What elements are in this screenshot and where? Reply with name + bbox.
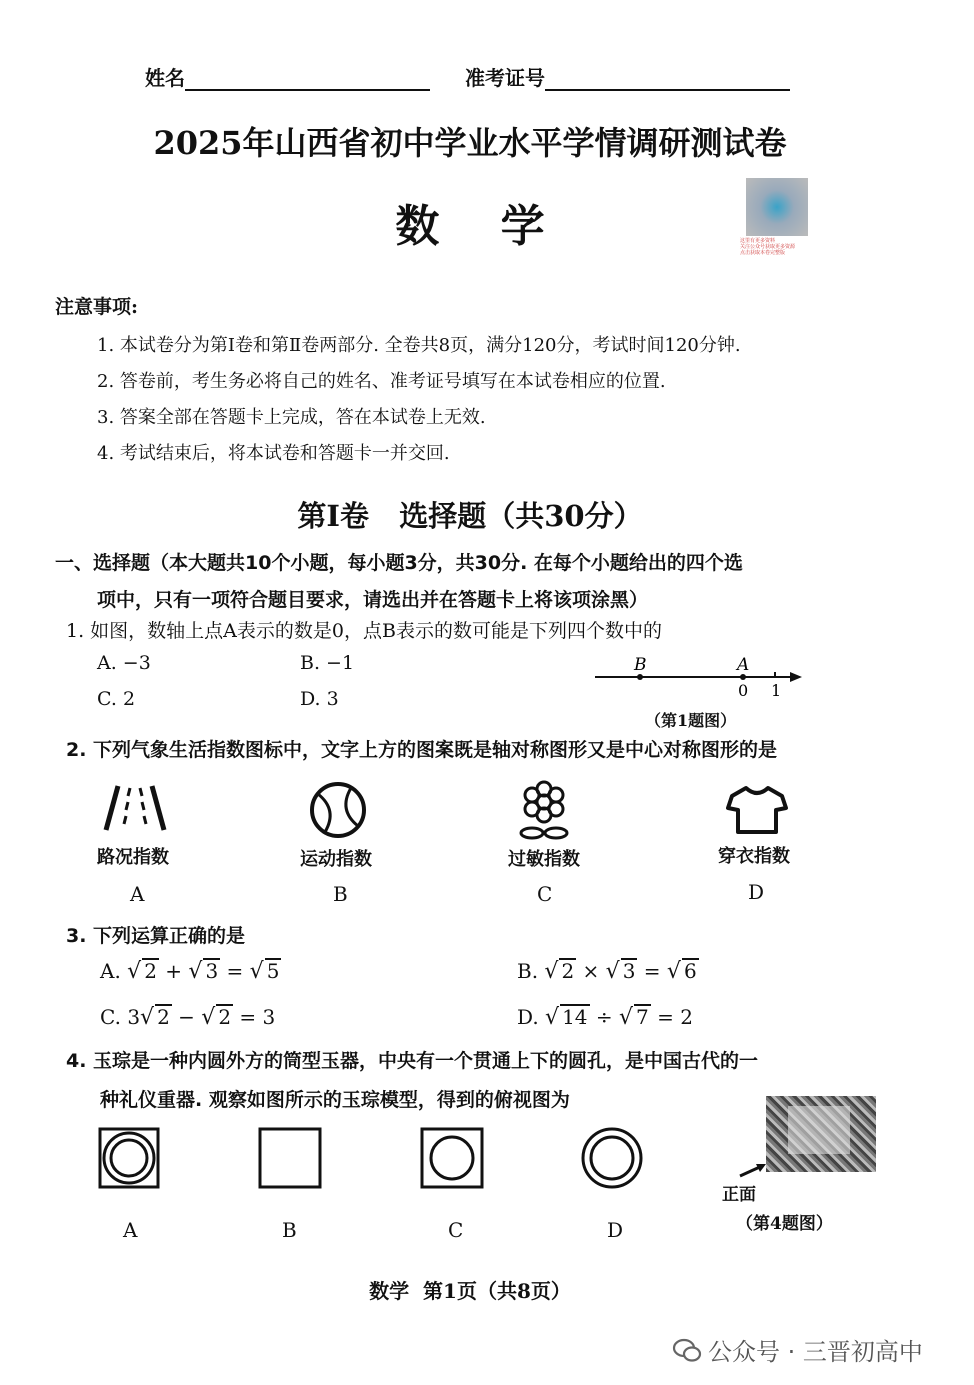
q4-view-a: [98, 1127, 160, 1189]
shirt-icon: [726, 784, 788, 836]
notice-list: [97, 328, 741, 472]
q1-option-a: A. −3: [97, 652, 151, 674]
number-line-figure: [590, 650, 810, 705]
q3-option-d: D. √ 14 ÷ √ 7 = 2: [517, 1005, 693, 1030]
q4-letter-c: C: [448, 1218, 464, 1242]
name-blank: [185, 71, 430, 91]
front-arrow-icon: [738, 1160, 768, 1180]
jade-cong-image: [766, 1096, 876, 1172]
q1-option-b: B. −1: [300, 652, 355, 674]
section-title: 第Ⅰ卷 选择题（共30分）: [297, 499, 643, 533]
q3-option-c: C. 3√ 2 − √ 2 = 3: [100, 1005, 276, 1030]
exam-id-label: 准考证号: [465, 66, 545, 90]
q2-stem: 2. 下列气象生活指数图标中，文字上方的图案既是轴对称图形又是中心对称图形的是: [66, 739, 778, 761]
page-footer: 数学 第1页（共8页）: [369, 1279, 571, 1303]
q1-stem: 1. 如图，数轴上点A表示的数是0，点B表示的数可能是下列四个数中的: [66, 620, 662, 642]
subject-title: 数 学: [395, 201, 545, 252]
exam-id-field: [465, 62, 790, 91]
q3-option-a: A. √ 2 + √ 3 = √ 5: [100, 959, 280, 984]
point-b-label: B: [634, 655, 647, 675]
q3-stem: 3. 下列运算正确的是: [66, 925, 246, 947]
qr-code-image[interactable]: [746, 178, 808, 236]
icon-d-letter: D: [748, 880, 765, 904]
point-a-label: A: [737, 655, 750, 675]
q4-view-d: [580, 1127, 644, 1189]
icon-c-letter: C: [537, 882, 553, 906]
q4-letter-d: D: [607, 1218, 624, 1242]
jade-cong-highlight: [788, 1106, 850, 1154]
name-field: [145, 62, 430, 91]
name-label: 姓名: [145, 66, 185, 90]
notice-item: 2. 答卷前，考生务必将自己的姓名、准考证号填写在本试卷相应的位置.: [97, 371, 666, 392]
icon-a-label: 路况指数: [97, 847, 169, 868]
icon-a-letter: A: [130, 882, 145, 906]
notice-heading: 注意事项:: [55, 296, 139, 318]
number-line-arrow: [790, 672, 802, 682]
q4-stem-line1: 4. 玉琮是一种内圆外方的筒型玉器，中央有一个贯通上下的圆孔，是中国古代的一: [66, 1050, 759, 1072]
front-label: 正面: [722, 1185, 756, 1205]
watermark-text: 公众号 · 三晋初高中: [708, 1338, 923, 1366]
notice-item: 4. 考试结束后，将本试卷和答题卡一并交回.: [97, 443, 450, 464]
icon-c-label: 过敏指数: [508, 849, 580, 870]
exam-id-blank: [545, 71, 790, 91]
ball-icon: [305, 780, 371, 840]
q1-option-d: D. 3: [300, 688, 339, 710]
road-icon: [100, 782, 170, 834]
flower-icon: [514, 780, 574, 842]
icon-b-label: 运动指数: [300, 849, 372, 870]
watermark: [672, 1332, 923, 1367]
q4-stem-line2: 种礼仪重器. 观察如图所示的玉琮模型，得到的俯视图为: [100, 1089, 570, 1111]
icon-b-letter: B: [333, 882, 348, 906]
section-instruction: 一、选择题（本大题共10个小题，每小题3分，共30分. 在每个小题给出的四个选 项中，只有一项符合题目要求，请选出并在答题卡上将该项涂黑）: [55, 552, 743, 611]
icon-d-label: 穿衣指数: [718, 846, 790, 867]
q4-view-c: [420, 1127, 484, 1189]
tick-0-label: 0: [738, 681, 749, 700]
tick-1-label: 1: [771, 681, 782, 700]
q1-option-c: C. 2: [97, 688, 136, 710]
q1-caption: （第1题图）: [645, 711, 737, 730]
exam-title: 2025年山西省初中学业水平学情调研测试卷: [153, 124, 787, 162]
qr-stamp-text: 这里有更多资料 关注公众号获取更多资源 点击获取本卷完整版: [740, 238, 796, 256]
q4-letter-b: B: [282, 1218, 297, 1242]
wechat-icon: [672, 1337, 702, 1363]
q4-letter-a: A: [123, 1218, 138, 1242]
q4-view-b: [258, 1127, 322, 1189]
q4-caption: （第4题图）: [736, 1214, 833, 1234]
q3-option-b: B. √ 2 × √ 3 = √ 6: [517, 959, 697, 984]
notice-item: 3. 答案全部在答题卡上完成，答在本试卷上无效.: [97, 407, 486, 428]
notice-item: 1. 本试卷分为第Ⅰ卷和第Ⅱ卷两部分. 全卷共8页，满分120分，考试时间120分钟.: [97, 335, 741, 356]
